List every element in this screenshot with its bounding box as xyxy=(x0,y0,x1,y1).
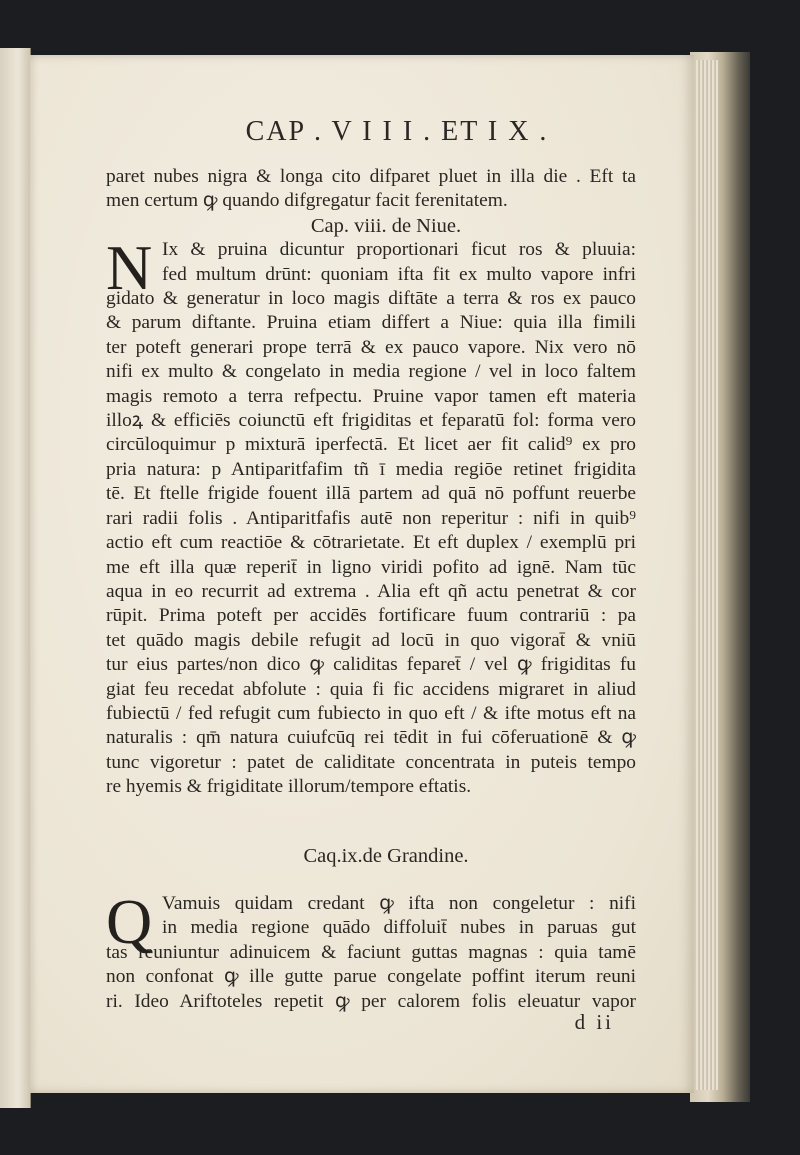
chapter-8-paragraph xyxy=(106,232,636,799)
continuation-paragraph xyxy=(106,165,636,214)
text-line: nifi ex multo & congelato in media regione / vel in loco faltem xyxy=(106,361,636,383)
text-line: non confonat ꝙ ille gutte parue congelate poffint iterum reuni xyxy=(106,966,636,988)
text-line: illoꝝ & efficiēs coiunctū eft frigiditas et feparatū fol: forma vero xyxy=(106,410,636,432)
drop-cap-initial: Q xyxy=(106,885,153,957)
section-gap xyxy=(106,800,636,844)
drop-cap-initial: N xyxy=(106,232,153,304)
page-edges xyxy=(696,60,718,1090)
text-line: re hyemis & frigiditate illorum/tempore eftatis. xyxy=(106,776,472,798)
text-line: rūpit. Prima poteft per accidēs fortificare fuum contrariū : pa xyxy=(106,605,636,627)
text-line: tē. Et ftelle frigide fouent illā partem ad quā nō poffunt reuerbe xyxy=(106,483,636,505)
text-line: rari radii folis . Antiparitfafis autē non reperitur : nifi in quib⁹ xyxy=(106,507,636,529)
text-line: aqua in eo recurrit ad extrema . Alia eft qñ actu penetrat & cor xyxy=(106,580,636,602)
text-line: magis remoto a terra refpectu. Pruine vapor tamen eft materia xyxy=(106,385,636,407)
text-line: fubiectū / fed refugit cum fubiecto in quo eft / & ifte motus eft na xyxy=(106,702,636,724)
text-line: in media regione quādo diffoluit̄ nubes in paruas gut xyxy=(162,917,636,939)
text-line: ter poteft generari prope terrā & ex pauco vapore. Nix vero nō xyxy=(106,336,636,358)
text-line: Ix & pruina dicuntur proportionari ficut ros & pluuia: xyxy=(162,239,636,261)
book-page xyxy=(30,55,694,1093)
text-line: pria natura: p Antiparitfafim tñ ī media regiōe retinet frigidita xyxy=(106,458,636,480)
chapter-9-paragraph xyxy=(106,885,636,1014)
chapter-9-lines xyxy=(106,941,636,1014)
text-line: Vamuis quidam credant ꝙ ifta non congeletur : nifi xyxy=(162,892,636,914)
text-line: naturalis : qm̄ natura cuiufcūq rei tēdit in fui cōferuationē & ꝙ xyxy=(106,727,636,749)
signature-mark: d ii xyxy=(574,1010,614,1034)
chapter-8-lines xyxy=(106,287,636,800)
text-line: circūloquimur p mixturā iperfectā. Et licet aer fit calid⁹ ex pro xyxy=(106,434,636,456)
left-binding xyxy=(0,48,31,1108)
text-line: ri. Ideo Ariftoteles repetit ꝙ per calorem folis eleuatur vapor xyxy=(106,990,636,1012)
chapter-8-heading: Cap. viii. de Niue. xyxy=(310,214,462,237)
chapter-heading: CAP . V I I I . ET I X . xyxy=(245,116,549,147)
text-line: giat feu recedat abfolute : quia fi fic accidens migraret in aliud xyxy=(106,678,636,700)
text-line: paret nubes nigra & longa cito difparet pluet in illa die . Eft ta xyxy=(106,166,636,187)
text-line: fed multum drūnt: quoniam ifta fit ex multo vapore infri xyxy=(162,263,636,285)
text-line: tunc vigoretur : patet de caliditate concentrata in puteis tempo xyxy=(106,751,636,773)
text-line: gidato & generatur in loco magis diftāte a terra & ros ex pauco xyxy=(106,288,636,310)
text-line: actio eft cum reactiōe & cōtrarietate. Et eft duplex / exemplū pri xyxy=(106,532,636,554)
section-gap xyxy=(106,868,636,892)
text-line: tet quādo magis debile refugit ad locū in quo vigorat̄ & vniū xyxy=(106,629,636,651)
text-block xyxy=(106,117,636,1034)
text-line: me eft illa quæ reperit̄ in ligno viridi pofito ad ignē. Nam tūc xyxy=(106,556,636,578)
text-line: men certum ꝙ quando difgregatur facit ferenitatem. xyxy=(106,190,508,212)
chapter-9-heading: Caq.ix.de Grandine. xyxy=(303,844,469,867)
text-line: & parum diftante. Pruina etiam differt a Niue: quia illa fimili xyxy=(106,312,636,334)
text-line: tur eius partes/non dico ꝙ caliditas feparet̄ / vel ꝙ frigiditas fu xyxy=(106,654,636,676)
text-line: tas reuniuntur adinuicem & faciunt guttas magnas : quia tamē xyxy=(106,941,636,963)
